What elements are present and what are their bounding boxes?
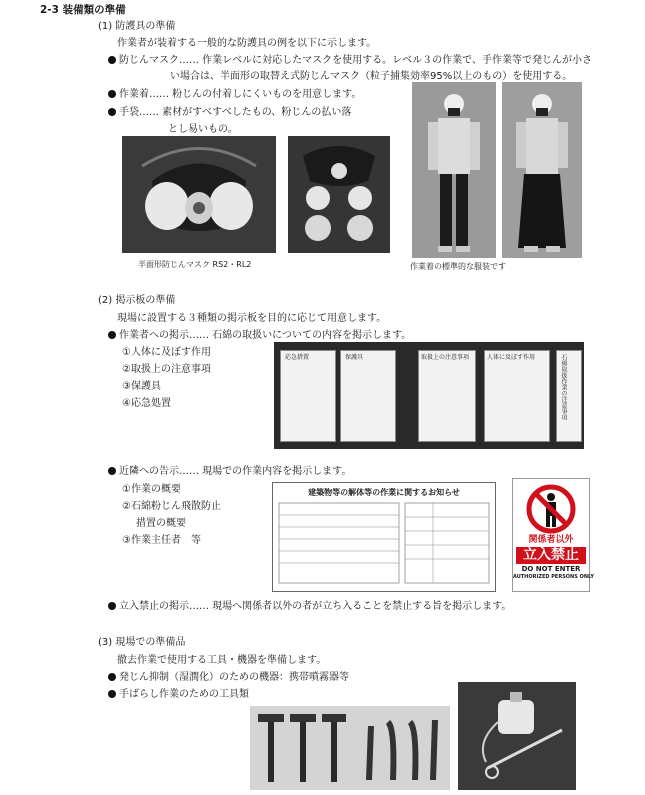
- neighbor-list-item: ①作業の概要: [122, 484, 181, 495]
- mask-caption: 半面形防じんマスク RS2・RL2: [138, 260, 252, 269]
- notice-boards-photo: [274, 342, 584, 449]
- board-title: 応急措置: [285, 354, 310, 361]
- board-title: 人体に及ぼす作用: [487, 354, 536, 361]
- worker-list-item: ①人体に及ぼす作用: [122, 347, 211, 358]
- workers-notice-item: [108, 329, 411, 342]
- tools-text: 手ばらし作業のための工具類: [119, 689, 249, 700]
- bullet-icon: [108, 467, 116, 475]
- section-1-heading: (1) 防護具の準備: [98, 21, 176, 32]
- worker-photo-front: [412, 82, 496, 258]
- bullet-icon: [108, 673, 116, 681]
- bullet-icon: [108, 56, 116, 64]
- tools-item: [108, 688, 249, 701]
- sprayer-photo: [458, 682, 576, 790]
- section-2-heading: (2) 掲示板の準備: [98, 295, 176, 306]
- worker-list-item: ④応急処置: [122, 398, 171, 409]
- gloves-item: [108, 106, 351, 119]
- gloves-text: 手袋…… 素材がすべすべしたもの、粉じんの払い落: [119, 107, 352, 118]
- page-title: 2-3 装備類の準備: [40, 4, 126, 16]
- board-first-aid: [280, 350, 336, 442]
- bullet-icon: [108, 331, 116, 339]
- sign-line-4: AUTHORIZED PERSONS ONLY: [513, 574, 595, 580]
- sign-line-2: 立入禁止: [516, 547, 586, 564]
- no-entry-icon: [513, 483, 589, 535]
- neighbor-notice-item: [108, 465, 351, 478]
- mask-parts-photo: [288, 136, 390, 253]
- worker-caption: 作業着の標準的な服装です: [410, 262, 506, 271]
- worker-figure-image: [502, 82, 582, 258]
- notice-board-title: 建築物等の解体等の作業に関するお知らせ: [308, 488, 460, 497]
- sign-line-1: 関係者以外: [528, 535, 574, 545]
- respirator-mask-image: [122, 136, 276, 253]
- section-3-heading: (3) 現場での準備品: [98, 637, 186, 648]
- worker-list-item: ③保護具: [122, 381, 161, 392]
- bullet-icon: [108, 90, 116, 98]
- sign-line-3: DO NOT ENTER: [521, 565, 581, 573]
- section-2-intro: 現場に設置する３種類の掲示板を目的に応じて用意します。: [117, 313, 387, 324]
- sprayer-item: [108, 671, 349, 684]
- neighbor-list-item: ③作業主任者 等: [122, 535, 201, 546]
- gloves-item-cont: とし易いもの。: [168, 124, 238, 135]
- neighbor-list-item: ②石綿粉じん飛散防止: [122, 501, 221, 512]
- no-entry-sign: [512, 478, 595, 592]
- worker-photo-side: [502, 82, 582, 258]
- board-protective-gear: [340, 350, 396, 442]
- clothes-item: [108, 88, 361, 101]
- section-3-intro: 撤去作業で使用する工具・機器を準備します。: [117, 655, 327, 666]
- restrict-notice-text: 立入禁止の掲示…… 現場へ関係者以外の者が立ち入ることを禁止する旨を掲示します。: [119, 601, 512, 612]
- hand-tools-image: [250, 706, 450, 790]
- board-title: 保護具: [345, 354, 364, 361]
- demolition-notice-board: [272, 482, 496, 592]
- board-handling-notes: [418, 350, 476, 442]
- bullet-icon: [108, 690, 116, 698]
- section-1-intro: 作業者が装着する一般的な防護具の例を以下に示します。: [117, 38, 377, 49]
- workers-notice-text: 作業者への掲示…… 石綿の取扱いについての内容を掲示します。: [119, 330, 412, 341]
- mask-text: 防じんマスク…… 作業レベルに対応したマスクを使用する。レベル３の作業で、手作業等で発じんが小さ: [119, 55, 592, 66]
- hand-tools-photo: [250, 706, 450, 790]
- bullet-icon: [108, 602, 116, 610]
- neighbor-list-item: 措置の概要: [136, 518, 186, 529]
- restrict-notice-item: [108, 600, 511, 613]
- board-title: 石綿取扱作業の注意事項: [560, 354, 567, 420]
- board-asbestos-notes: [556, 350, 582, 442]
- mask-item-cont: い場合は、半面形の取替え式防じんマスク（粒子捕集効率95%以上のもの）を使用する。: [170, 71, 573, 82]
- board-title: 取扱上の注意事項: [421, 354, 470, 361]
- mask-parts-image: [288, 136, 390, 253]
- mask-item: [108, 54, 592, 67]
- clothes-text: 作業着…… 粉じんの付着しにくいものを用意します。: [119, 89, 362, 100]
- mask-photo: [122, 136, 276, 253]
- neighbor-notice-text: 近隣への告示…… 現場での作業内容を掲示します。: [119, 466, 352, 477]
- sprayer-image: [458, 682, 576, 790]
- board-health-effects: [484, 350, 550, 442]
- bullet-icon: [108, 108, 116, 116]
- sprayer-text: 発じん抑制（湿潤化）のための機器：携帯噴霧器等: [119, 672, 349, 683]
- notice-form-lines: [273, 501, 495, 591]
- worker-figure-image: [412, 82, 496, 258]
- worker-list-item: ②取扱上の注意事項: [122, 364, 211, 375]
